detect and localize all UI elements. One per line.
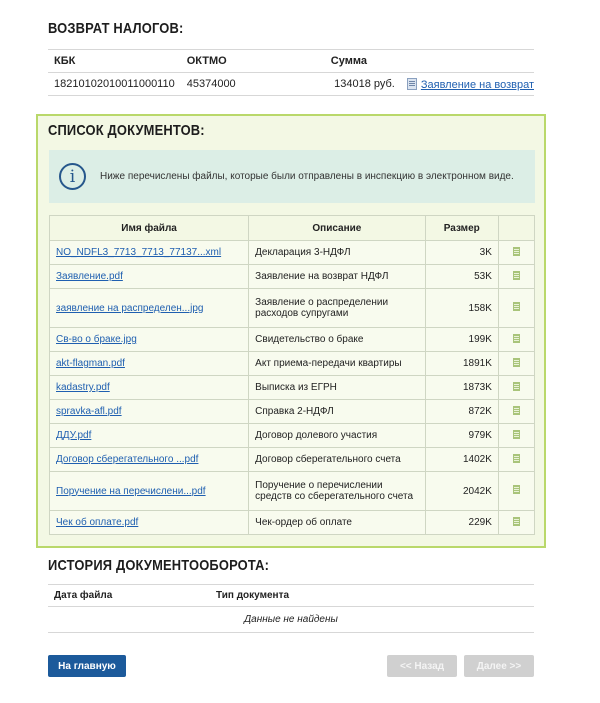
refund-statement-link[interactable]: Заявление на возврат: [420, 78, 534, 91]
filename-header: Имя файла: [50, 216, 249, 241]
filename-cell: [50, 289, 249, 328]
size-cell: 53K: [425, 265, 498, 289]
table-row: [50, 511, 535, 535]
filename-cell: [50, 352, 249, 376]
file-icon[interactable]: [513, 517, 520, 526]
icon-header: [498, 216, 534, 241]
icon-cell: [498, 376, 534, 400]
description-cell: Договор сберегательного счета: [249, 448, 425, 472]
size-cell: 872K: [425, 400, 498, 424]
table-row: [50, 376, 535, 400]
size-cell: 1402K: [425, 448, 498, 472]
oktmo-header: ОКТМО: [181, 50, 325, 73]
documents-panel: [36, 114, 546, 548]
icon-cell: [498, 289, 534, 328]
kbk-header: КБК: [48, 50, 181, 73]
file-rows: [50, 241, 535, 535]
description-cell: Акт приема-передачи квартиры: [249, 352, 425, 376]
documents-title: СПИСОК ДОКУМЕНТОВ:: [48, 122, 205, 139]
kbk-value: 18210102010011000110: [48, 73, 181, 96]
size-cell: 3K: [425, 241, 498, 265]
file-link[interactable]: Заявление.pdf: [56, 271, 123, 282]
filename-cell: [50, 511, 249, 535]
file-link[interactable]: spravka-afl.pdf: [56, 406, 122, 417]
file-icon[interactable]: [513, 271, 520, 280]
table-row: [48, 73, 534, 96]
tax-refund-section: [48, 20, 534, 96]
icon-cell: [498, 472, 534, 511]
filename-cell: [50, 376, 249, 400]
size-cell: 158K: [425, 289, 498, 328]
file-link[interactable]: Договор сберегательного ...pdf: [56, 454, 199, 465]
description-cell: Справка 2-НДФЛ: [249, 400, 425, 424]
file-icon[interactable]: [513, 454, 520, 463]
description-cell: Свидетельство о браке: [249, 328, 425, 352]
date-header: Дата файла: [48, 585, 210, 607]
file-link[interactable]: kadastry.pdf: [56, 382, 110, 393]
filename-cell: [50, 424, 249, 448]
table-row: [50, 328, 535, 352]
file-link[interactable]: NO_NDFL3_7713_7713_77137...xml: [56, 247, 222, 258]
file-link[interactable]: заявление на распределен...jpg: [56, 302, 204, 314]
type-header: Тип документа: [210, 585, 534, 607]
size-cell: 199K: [425, 328, 498, 352]
history-section: [48, 557, 534, 633]
tax-refund-title: ВОЗВРАТ НАЛОГОВ:: [48, 20, 184, 37]
file-icon[interactable]: [513, 382, 520, 391]
next-button[interactable]: Далее >>: [464, 655, 534, 677]
empty-message: Данные не найдены: [48, 607, 534, 633]
filename-cell: [50, 265, 249, 289]
link-header: [401, 50, 534, 73]
description-cell: Заявление о распределении расходов супругами: [249, 289, 425, 328]
files-table: [49, 215, 535, 535]
tax-refund-table: [48, 49, 534, 96]
table-row: [50, 289, 535, 328]
file-link[interactable]: ДДУ.pdf: [56, 430, 92, 441]
file-icon[interactable]: [513, 302, 520, 311]
file-icon[interactable]: [513, 485, 520, 494]
document-icon: [407, 78, 417, 90]
table-row: [50, 424, 535, 448]
table-row: [48, 607, 534, 633]
size-cell: 229K: [425, 511, 498, 535]
file-icon[interactable]: [513, 406, 520, 415]
icon-cell: [498, 328, 534, 352]
info-text: Ниже перечислены файлы, которые были отправлены в инспекцию в электронном виде.: [100, 171, 514, 182]
size-cell: 979K: [425, 424, 498, 448]
filename-cell: [50, 328, 249, 352]
file-link[interactable]: akt-flagman.pdf: [56, 358, 125, 369]
table-row: [50, 472, 535, 511]
table-row: [50, 241, 535, 265]
description-cell: Заявление на возврат НДФЛ: [249, 265, 425, 289]
statement-cell: [401, 73, 534, 96]
icon-cell: [498, 448, 534, 472]
file-icon[interactable]: [513, 334, 520, 343]
description-header: Описание: [249, 216, 425, 241]
description-cell: Выписка из ЕГРН: [249, 376, 425, 400]
description-cell: Поручение о перечислении средств со сберегательного счета: [249, 472, 425, 511]
history-table: [48, 584, 534, 633]
size-cell: 1891K: [425, 352, 498, 376]
file-icon[interactable]: [513, 247, 520, 256]
file-icon[interactable]: [513, 430, 520, 439]
icon-cell: [498, 241, 534, 265]
history-title: ИСТОРИЯ ДОКУМЕНТООБОРОТА:: [48, 557, 270, 574]
sum-header: Сумма: [325, 50, 401, 73]
table-row: [50, 448, 535, 472]
filename-cell: [50, 472, 249, 511]
info-circle-icon: i: [59, 163, 86, 190]
info-banner: [49, 150, 535, 203]
icon-cell: [498, 400, 534, 424]
file-icon[interactable]: [513, 358, 520, 367]
table-row: [50, 265, 535, 289]
icon-cell: [498, 511, 534, 535]
size-cell: 1873K: [425, 376, 498, 400]
filename-cell: [50, 400, 249, 424]
back-button[interactable]: << Назад: [387, 655, 457, 677]
filename-cell: [50, 448, 249, 472]
icon-cell: [498, 352, 534, 376]
description-cell: Чек-ордер об оплате: [249, 511, 425, 535]
file-link[interactable]: Поручение на перечислени...pdf: [56, 485, 206, 497]
filename-cell: [50, 241, 249, 265]
table-row: [50, 400, 535, 424]
home-button[interactable]: На главную: [48, 655, 126, 677]
description-cell: Декларация 3-НДФЛ: [249, 241, 425, 265]
file-link[interactable]: Чек об оплате.pdf: [56, 517, 139, 528]
table-row: [50, 352, 535, 376]
size-header: Размер: [425, 216, 498, 241]
icon-cell: [498, 265, 534, 289]
icon-cell: [498, 424, 534, 448]
sum-value: 134018 руб.: [325, 73, 401, 96]
file-link[interactable]: Св-во о браке.jpg: [56, 334, 137, 345]
description-cell: Договор долевого участия: [249, 424, 425, 448]
size-cell: 2042K: [425, 472, 498, 511]
oktmo-value: 45374000: [181, 73, 325, 96]
